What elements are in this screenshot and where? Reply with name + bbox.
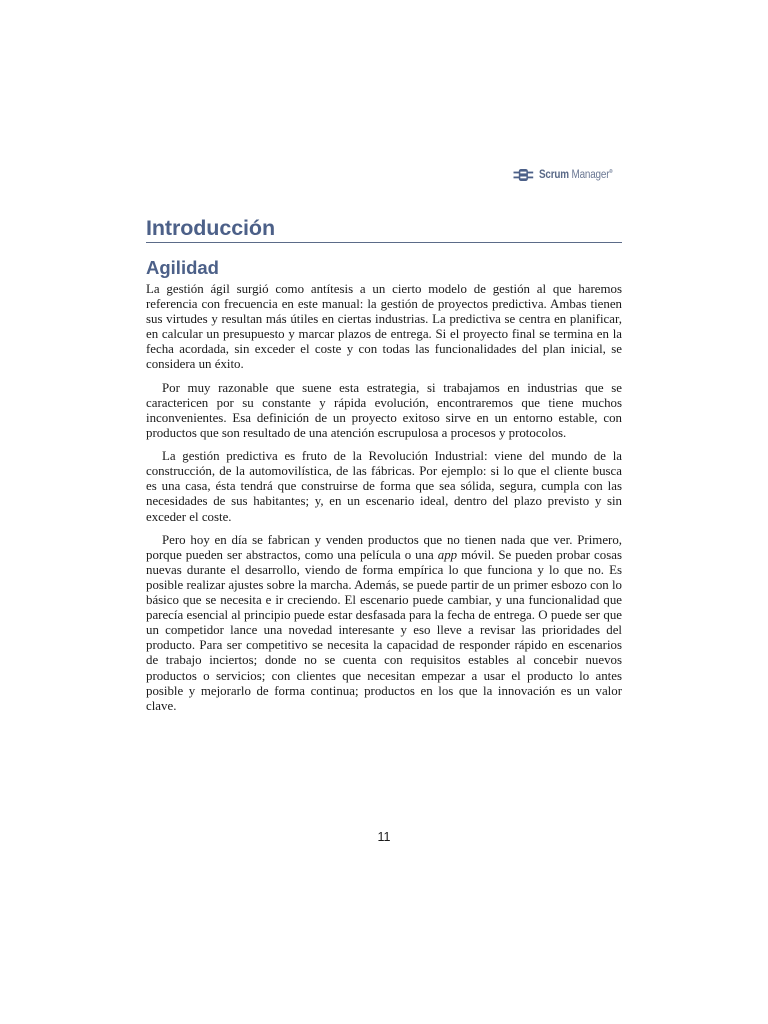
section-heading: Agilidad xyxy=(146,257,219,278)
title-divider xyxy=(146,242,622,243)
logo-word: Manager xyxy=(571,169,610,181)
scrum-manager-logo-icon xyxy=(512,166,535,184)
logo-text xyxy=(539,169,612,181)
paragraph-1: La gestión ágil surgió como antítesis a un cierto modelo de gestión al que haremos referencia con frecuencia en este manual: la gestión de proyectos predictiva. Ambas tienen sus virtudes y resultan más útiles en ciertas industrias. La predictiva se centra en planificar, en calcular un presupuesto y marcar plazos de entrega. Si el proyecto final se termina en la fecha acordada, sin exceder el coste y con todas las funcionalidades del plan inicial, se considera un éxito. xyxy=(146,282,622,372)
logo-brand: Scrum xyxy=(538,169,569,181)
app-term: app xyxy=(437,547,458,562)
page-title: Introducción xyxy=(146,216,275,240)
body-text xyxy=(146,282,622,722)
scrum-manager-logo xyxy=(512,164,624,186)
paragraph-4-part-2: móvil. Se pueden probar cosas nuevas durante el desarrollo, viendo de forma empírica lo que funciona y lo que no. Es posible realizar ajustes sobre la marcha. Además, se puede partir de un primer esbozo con lo básico que se necesita e ir creciendo. El escenario puede cambiar, y una funcionalidad que parecía esencial al principio puede estar desfasada para la fecha de entrega. O puede ser que un competidor lance una novedad interesante y eso lleve a revisar las prioridades del producto. Para ser competitivo se necesita la capacidad de responder rápido en escenarios de trabajo inciertos; donde no se cuenta con requisitos estables al concebir nuevos productos o servicios; con clientes que necesitan empezar a usar el producto lo antes posible y mejorarlo de forma continua; productos en los que la innovación es un valor clave. xyxy=(146,547,622,713)
paragraph-4-part-1: Pero hoy en día se fabrican y venden productos que no tienen nada que ver. Primero, porque pueden ser abstractos, como una película o una xyxy=(146,532,622,562)
paragraph-4 xyxy=(146,533,622,714)
paragraph-2: Por muy razonable que suene esta estrategia, si trabajamos en industrias que se caractericen por su constante y rápida evolución, encontraremos que tiene muchos inconvenientes. Esa definición de un proyecto exitoso sirve en un entorno estable, con productos que son resultado de una atención escrupulosa a procesos y protocolos. xyxy=(146,380,622,440)
logo-registered-mark: ® xyxy=(609,169,613,176)
paragraph-3: La gestión predictiva es fruto de la Revolución Industrial: viene del mundo de la construcción, de la automovilística, de las fábricas. Por ejemplo: si lo que el cliente busca es una casa, ésta tendrá que construirse de forma que sea sólida, segura, cumpla con las necesidades de sus habitantes; y, en un escenario ideal, dentro del plazo previsto y sin exceder el coste. xyxy=(146,449,622,524)
page-number: 11 xyxy=(377,830,391,844)
